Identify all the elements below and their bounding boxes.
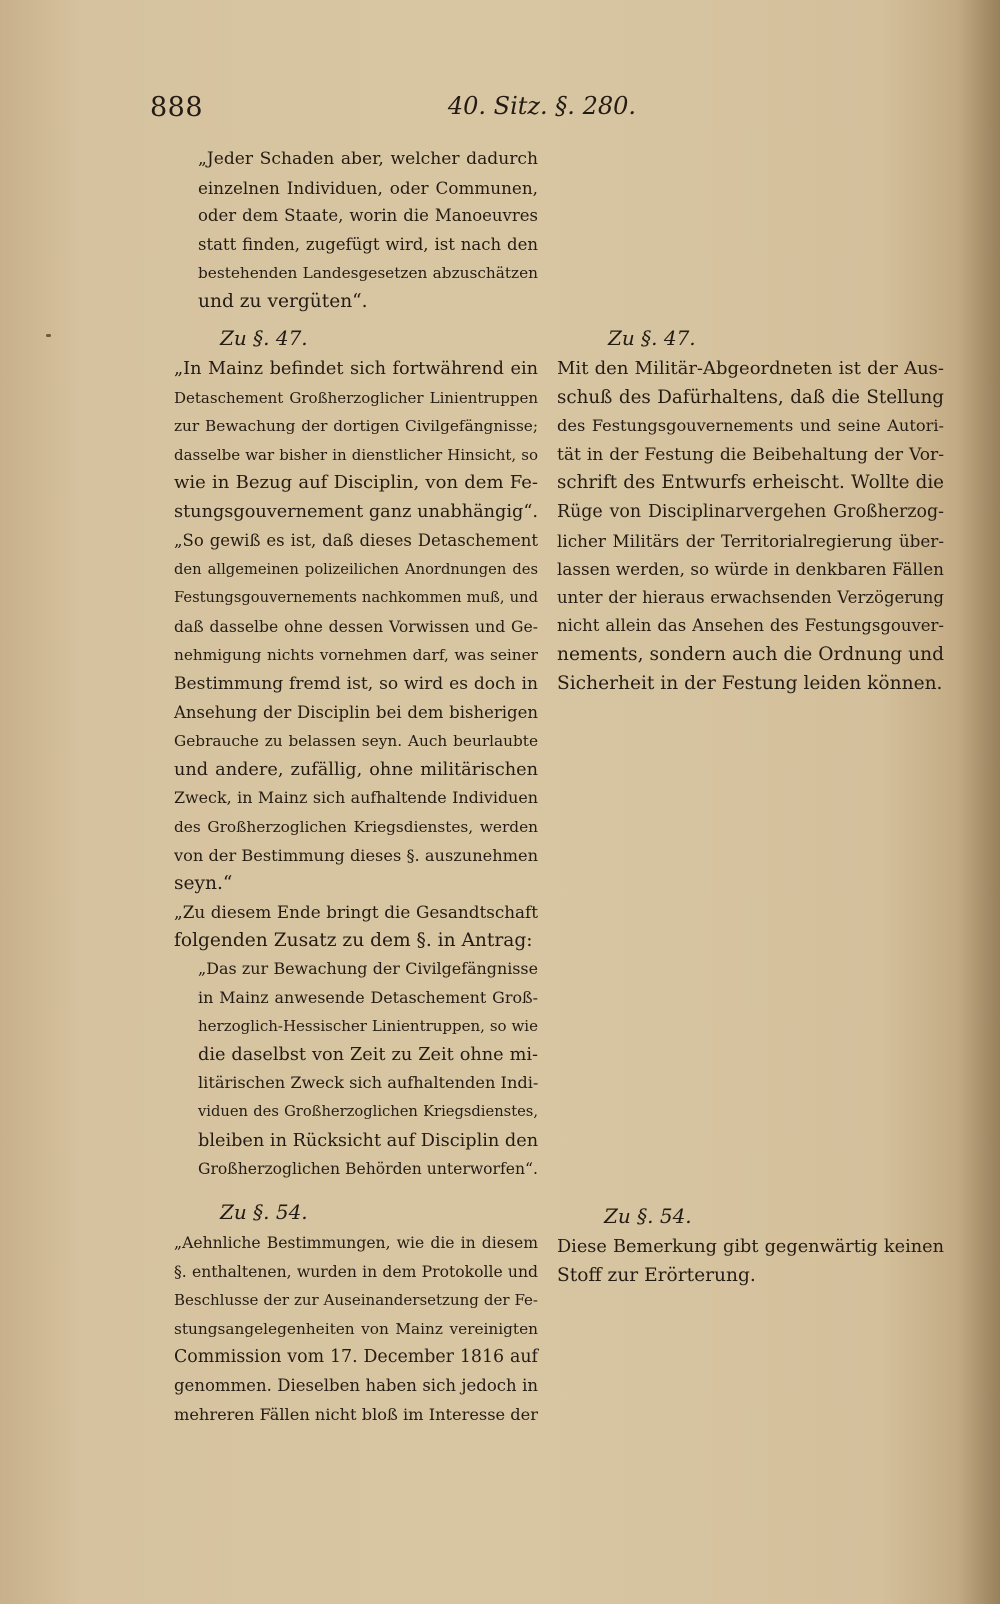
text-line: Rüge von Disciplinarvergehen Großherzog- [557, 501, 944, 522]
text-line: schrift des Entwurfs erheischt. Wollte die [557, 472, 944, 494]
text-line: nements, sondern auch die Ordnung und [557, 643, 944, 665]
text-line: mehreren Fällen nicht bloß im Interesse der [174, 1404, 538, 1424]
page-edge-shadow [958, 0, 1000, 1604]
text-line: seyn.“ [174, 873, 233, 895]
text-line: genommen. Dieselben haben sich jedoch in [174, 1375, 538, 1395]
text-line: statt finden, zugefügt wird, ist nach den [198, 234, 538, 254]
page-header [150, 92, 636, 132]
text-line: schuß des Dafürhaltens, daß die Stellung [557, 386, 944, 408]
text-line: Commission vom 17. December 1816 auf [174, 1347, 538, 1368]
text-line: lassen werden, so würde in denkbaren Fällen [557, 559, 944, 580]
text-line: des Großherzoglichen Kriegsdienstes, werden [174, 817, 538, 836]
text-line: tät in der Festung die Beibehaltung der Vor- [557, 444, 944, 465]
text-line: Sicherheit in der Festung leiden können. [557, 672, 943, 694]
text-line: wie in Bezug auf Disciplin, von dem Fe- [174, 472, 538, 494]
page-number: 888 [150, 92, 204, 123]
text-line: „Zu diesem Ende bringt die Gesandtschaft [174, 902, 538, 922]
text-line: daß dasselbe ohne dessen Vorwissen und Ge- [174, 617, 538, 636]
text-line: in Mainz anwesende Detaschement Groß- [198, 987, 538, 1007]
text-line: und zu vergüten“. [198, 290, 368, 312]
text-line: Stoff zur Erörterung. [557, 1264, 756, 1286]
text-line: Mit den Militär-Abgeordneten ist der Aus- [557, 358, 944, 379]
text-line: „Das zur Bewachung der Civilgefängnisse [198, 959, 538, 978]
text-line: bestehenden Landesgesetzen abzuschätzen [198, 264, 538, 283]
text-line: zur Bewachung der dortigen Civilgefängnisse; [174, 417, 538, 436]
text-line: des Festungsgouvernements und seine Autori- [557, 416, 944, 436]
text-line: dasselbe war bisher in dienstlicher Hinsicht, so [174, 445, 538, 464]
left-paragraph-47b [174, 527, 538, 899]
text-line: „Jeder Schaden aber, welcher dadurch [198, 149, 538, 169]
text-line: den allgemeinen polizeilichen Anordnungen des [174, 560, 538, 578]
text-line: Festungsgouvernements nachkommen muß, und [174, 589, 538, 607]
left-inner-quote-47 [198, 955, 538, 1184]
left-paragraph-47c [174, 898, 538, 955]
text-line: nicht allein das Ansehen des Festungsgouver- [557, 616, 944, 636]
text-line: Detaschement Großherzoglicher Linientruppen [174, 388, 538, 407]
running-head: 40. Sitz. §. 280. [447, 92, 636, 120]
text-line: von der Bestimmung dieses §. auszunehmen [174, 845, 538, 865]
text-line: Gebrauche zu belassen seyn. Auch beurlaubte [174, 732, 538, 751]
left-heading-47: Zu §. 47. [220, 326, 308, 350]
text-line: nehmigung nichts vornehmen darf, was seiner [174, 646, 538, 665]
text-line: Zweck, in Mainz sich aufhaltende Individuen [174, 788, 538, 808]
left-paragraph-54 [174, 1229, 538, 1429]
left-quote-paragraph [198, 145, 538, 317]
text-line: „In Mainz befindet sich fortwährend ein [174, 359, 538, 379]
text-line: stungsangelegenheiten von Mainz vereinigten [174, 1319, 538, 1338]
text-line: stungsgouvernement ganz unabhängig“. [174, 501, 539, 522]
text-line: oder dem Staate, worin die Manoeuvres [198, 206, 538, 226]
left-heading-54: Zu §. 54. [220, 1200, 308, 1224]
text-line: und andere, zufällig, ohne militärischen [174, 759, 538, 780]
text-line: folgenden Zusatz zu dem §. in Antrag: [174, 929, 533, 951]
right-heading-47: Zu §. 47. [608, 326, 696, 350]
text-line: §. enthaltenen, wurden in dem Protokolle und [174, 1262, 538, 1281]
text-line: „Aehnliche Bestimmungen, wie die in diesem [174, 1234, 538, 1252]
text-line: Großherzoglichen Behörden unterworfen“. [198, 1160, 538, 1179]
right-paragraph-54 [557, 1233, 944, 1290]
right-heading-54: Zu §. 54. [604, 1204, 692, 1228]
text-line: Beschlusse der zur Auseinandersetzung der Fe- [174, 1291, 538, 1310]
right-paragraph-47 [557, 355, 944, 698]
text-line: Bestimmung fremd ist, so wird es doch in [174, 673, 538, 694]
text-line: die daselbst von Zeit zu Zeit ohne mi- [198, 1044, 538, 1065]
text-line: licher Militärs der Territorialregierung über- [557, 530, 944, 551]
text-line: viduen des Großherzoglichen Kriegsdienstes, [198, 1102, 538, 1120]
text-line: unter der hieraus erwachsenden Verzögerung [557, 587, 944, 607]
text-line: einzelnen Individuen, oder Communen, [198, 177, 538, 198]
text-line: „So gewiß es ist, daß dieses Detaschement [174, 531, 538, 550]
left-paragraph-47a [174, 355, 538, 527]
text-line: herzoglich-Hessischer Linientruppen, so wie [198, 1017, 538, 1036]
text-line: Diese Bemerkung gibt gegenwärtig keinen [557, 1237, 944, 1257]
text-line: Ansehung der Disciplin bei dem bisherigen [174, 702, 538, 722]
text-line: litärischen Zweck sich aufhaltenden Indi- [198, 1073, 539, 1093]
text-line: bleiben in Rücksicht auf Disciplin den [198, 1130, 539, 1151]
margin-mark [46, 334, 51, 337]
